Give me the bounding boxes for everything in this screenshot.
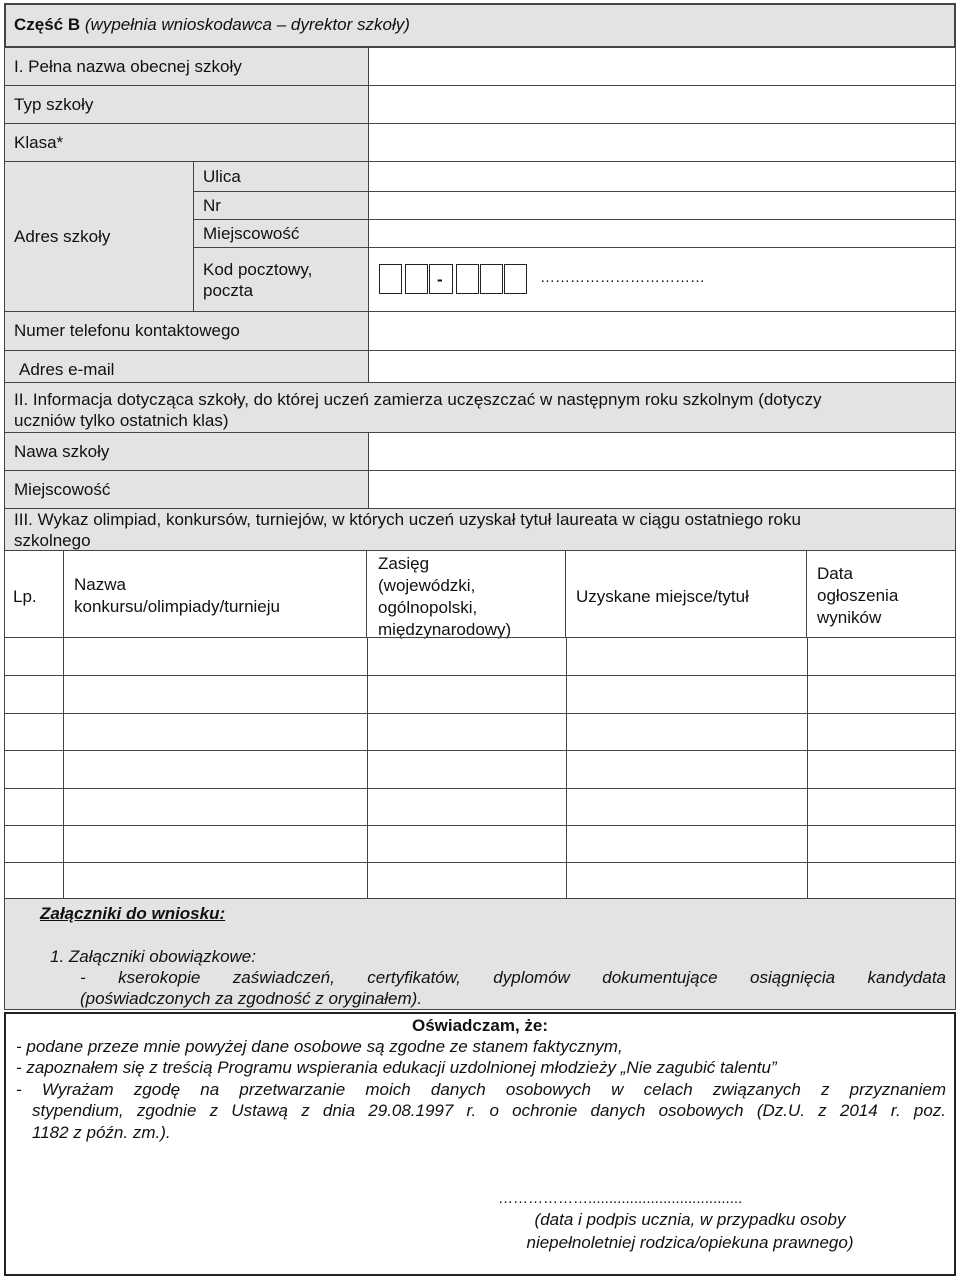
- table-row[interactable]: [5, 788, 955, 824]
- school-address-label: Adres szkoły: [14, 227, 111, 246]
- post-office-dots[interactable]: ……………………………: [540, 269, 705, 286]
- postal-digit-box[interactable]: [504, 264, 527, 294]
- email-label: Adres e-mail: [19, 360, 115, 379]
- attachments-title: Załączniki do wniosku:: [40, 904, 226, 923]
- col-name-line2: konkursu/olimpiady/turnieju: [74, 597, 280, 616]
- postal-digit-box[interactable]: [480, 264, 503, 294]
- attachments-item1-text-line1: - kserokopie zaświadczeń, certyfikatów, dyplomów dokumentujące osiągnięcia kandydata: [80, 968, 946, 987]
- signature-caption-line2: niepełnoletniej rodzica/opiekuna prawnego): [526, 1233, 854, 1252]
- street-field[interactable]: [370, 163, 954, 190]
- number-field[interactable]: [370, 193, 954, 218]
- attachments-item1-label: 1. Załączniki obowiązkowe:: [50, 947, 256, 966]
- next-school-city-field[interactable]: [370, 472, 954, 508]
- class-label: Klasa*: [14, 133, 64, 152]
- postal-dash-box: [429, 264, 453, 294]
- postal-label-line2: poczta: [203, 281, 254, 300]
- part-b-title-italic: (wypełnia wnioskodawca – dyrektor szkoły): [84, 15, 410, 34]
- phone-field[interactable]: [370, 313, 954, 349]
- col-scope-line3: ogólnopolski,: [378, 598, 478, 617]
- col-date-line3: wyników: [817, 608, 882, 627]
- table-row[interactable]: [5, 825, 955, 861]
- col-scope-line1: Zasięg: [378, 554, 430, 573]
- postal-digit-box[interactable]: [405, 264, 428, 294]
- declaration-line3b: stypendium, zgodnie z Ustawą z dnia 29.08.1997 r. o ochronie danych osobowych (Dz.U. z 2014 r. poz.: [32, 1101, 946, 1120]
- declaration-line1: - podane przeze mnie powyżej dane osobowe są zgodne ze stanem faktycznym,: [16, 1037, 623, 1056]
- declaration-line3c: 1182 z późn. zm.).: [32, 1123, 171, 1142]
- next-school-name-label: Nawa szkoły: [14, 442, 110, 461]
- next-school-city-label: Miejscowość: [14, 480, 111, 499]
- part-b-title: [14, 14, 410, 35]
- declaration-line3a: - Wyrażam zgodę na przetwarzanie moich danych osobowych w celach związanych z przyznaniem: [16, 1080, 946, 1099]
- full-school-name-label: I. Pełna nazwa obecnej szkoły: [14, 57, 242, 76]
- col-scope-line4: międzynarodowy): [378, 620, 512, 639]
- table-row[interactable]: [5, 638, 955, 674]
- city-field[interactable]: [370, 221, 954, 246]
- number-label: Nr: [203, 196, 221, 215]
- declaration-title: Oświadczam, że:: [411, 1016, 549, 1035]
- section2-title-line1: II. Informacja dotycząca szkoły, do której uczeń zamierza uczęszczać w następnym roku szkolnym (dotyczy: [14, 390, 822, 409]
- col-date-line1: Data: [817, 564, 853, 583]
- part-b-title-bold: Część B: [14, 15, 81, 34]
- signature-dots[interactable]: ……………….....................................: [498, 1190, 743, 1207]
- section3-title-line2: szkolnego: [14, 531, 91, 550]
- postal-digit-box[interactable]: [456, 264, 479, 294]
- postal-digit-box[interactable]: [379, 264, 402, 294]
- street-label: Ulica: [203, 167, 241, 186]
- school-type-field[interactable]: [370, 87, 954, 122]
- city-label: Miejscowość: [203, 224, 300, 243]
- full-school-name-field[interactable]: [370, 49, 954, 84]
- table-row[interactable]: [5, 676, 955, 712]
- class-field[interactable]: [370, 125, 954, 160]
- col-date-line2: ogłoszenia: [817, 586, 899, 605]
- col-place-label: Uzyskane miejsce/tytuł: [576, 587, 749, 606]
- table-row[interactable]: [5, 751, 955, 787]
- section3-title-line1: III. Wykaz olimpiad, konkursów, turniejów, w których uczeń uzyskał tytuł laureata w ciągu ostatniego roku: [14, 510, 801, 529]
- col-scope-line2: (wojewódzki,: [378, 576, 476, 595]
- section2-title-line2: uczniów tylko ostatnich klas): [14, 411, 229, 430]
- col-lp-label: Lp.: [13, 587, 37, 606]
- table-row[interactable]: [5, 862, 955, 898]
- signature-caption-line1: (data i podpis ucznia, w przypadku osoby: [534, 1210, 846, 1229]
- email-field[interactable]: [370, 352, 954, 382]
- table-row[interactable]: [5, 713, 955, 749]
- declaration-line2: - zapoznałem się z treścią Programu wspierania edukacji uzdolnionej młodzieży „Nie zagubić talentu”: [16, 1058, 777, 1077]
- col-name-line1: Nazwa: [74, 575, 126, 594]
- postal-label-line1: Kod pocztowy,: [203, 260, 313, 279]
- next-school-name-field[interactable]: [370, 434, 954, 469]
- phone-label: Numer telefonu kontaktowego: [14, 321, 240, 340]
- school-type-label: Typ szkoły: [14, 95, 94, 114]
- postal-dash: -: [437, 270, 443, 289]
- attachments-item1-text-line2: (poświadczonych za zgodność z oryginałem).: [80, 989, 423, 1008]
